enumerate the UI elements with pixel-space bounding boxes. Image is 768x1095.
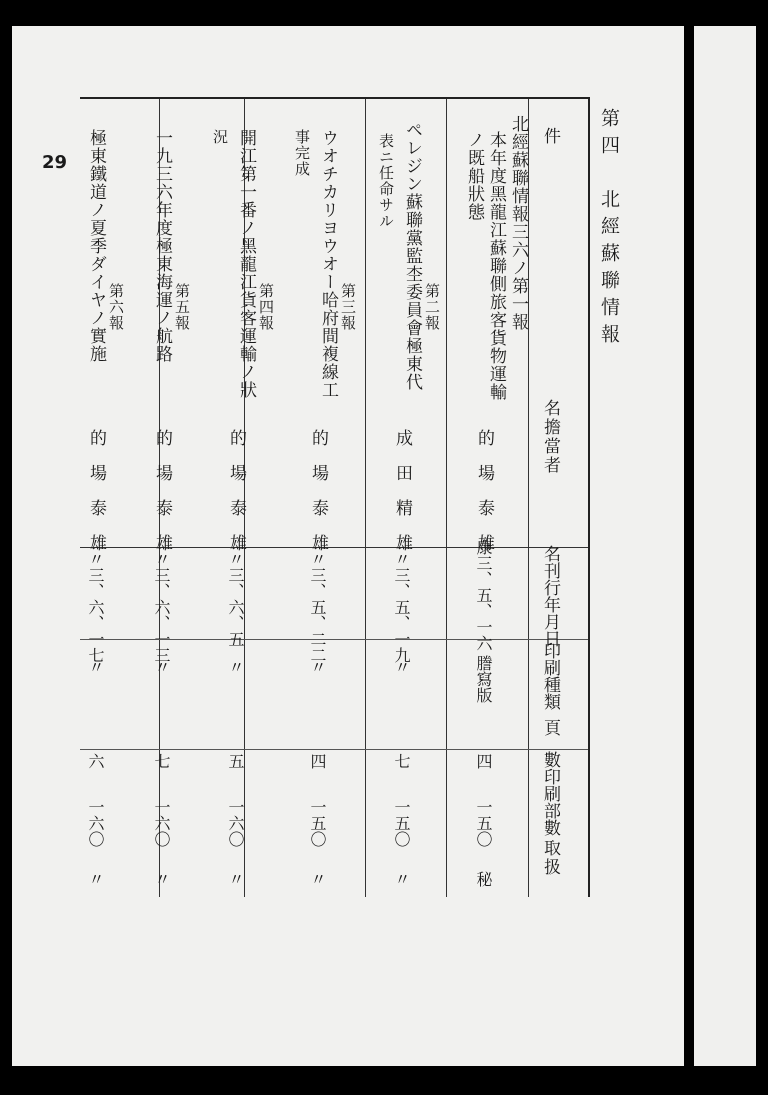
report-title: 開江第一番ノ黑龍江貨客運輸ノ狀 <box>236 129 256 399</box>
header-date: 名刊行年月日 <box>540 545 560 647</box>
header-copies: 數印刷部數 <box>540 751 560 836</box>
handling: 〃 <box>152 871 171 887</box>
print-type: 謄寫版 <box>474 655 493 703</box>
report-number: 第六報 <box>107 283 125 331</box>
section-header: 第四 北經蘇聯情報 <box>598 108 620 351</box>
date: 〃三、六、一三 <box>152 551 171 663</box>
report-table <box>80 97 590 897</box>
header-pages: 頁 <box>540 719 560 738</box>
report-number: 第四報 <box>257 283 275 331</box>
pages: 四 <box>308 753 327 769</box>
handling: 〃 <box>86 871 105 887</box>
print-type: 〃 <box>86 659 105 675</box>
report-number: 第二報 <box>423 283 441 331</box>
pages: 七 <box>152 753 171 769</box>
header-print-type: 印刷種類 <box>540 642 560 710</box>
handling: 秘 <box>474 871 493 887</box>
print-type: 〃 <box>226 659 245 675</box>
header-author: 名擔當者 <box>540 399 560 475</box>
handling: 〃 <box>308 871 327 887</box>
handling: 〃 <box>226 871 245 887</box>
adjacent-page-edge <box>694 26 756 1066</box>
header-subject: 件 <box>540 127 560 146</box>
author: 的場泰雄 <box>86 429 106 569</box>
report-number: 第三報 <box>339 283 357 331</box>
handling: 〃 <box>392 871 411 887</box>
print-type: 〃 <box>308 659 327 675</box>
report-number: 第五報 <box>173 283 191 331</box>
date: 〃三、五、一九 <box>392 551 411 663</box>
copies: 一五〇 <box>392 799 411 847</box>
copies: 一五〇 <box>474 799 493 847</box>
copies: 一六〇 <box>86 799 105 847</box>
report-title: 本年度黑龍江蘇聯側旅客貨物運輸 <box>486 131 506 401</box>
author: 成田精雄 <box>392 429 412 569</box>
pages: 四 <box>474 753 493 769</box>
date: 〃三、六、五 <box>226 551 245 647</box>
print-type: 〃 <box>152 659 171 675</box>
author: 的場泰雄 <box>308 429 328 569</box>
pages: 六 <box>86 753 105 769</box>
report-title: 極東鐵道ノ夏季ダイヤノ實施 <box>86 129 106 363</box>
header-handling: 取扱 <box>540 839 560 877</box>
date: 〃三、六、一七 <box>86 551 105 663</box>
report-title-cont: ノ既船狀態 <box>464 131 484 221</box>
author: 的場泰雄 <box>226 429 246 569</box>
report-title-cont: 事完成 <box>293 129 311 177</box>
copies: 一五〇 <box>308 799 327 847</box>
print-type: 〃 <box>392 659 411 675</box>
pages: 七 <box>392 753 411 769</box>
report-title: 一九三六年度極東海運ノ航路 <box>152 129 172 363</box>
copies: 一六〇 <box>226 799 245 847</box>
report-title: ペレジン蘇聯黨監杢委員會極東代 <box>402 121 422 391</box>
date: 康三、五、一六 <box>474 539 493 651</box>
report-title-cont: 況 <box>211 129 229 145</box>
author: 的場泰雄 <box>152 429 172 569</box>
report-number: 北經蘇聯情報三六ノ第一報 <box>508 115 528 331</box>
report-title: ウオチカリヨウオー哈府間複線工 <box>318 129 338 399</box>
page-number: 29 <box>42 152 68 173</box>
copies: 一六〇 <box>152 799 171 847</box>
report-title-cont: 表ニ任命サル <box>377 133 395 229</box>
pages: 五 <box>226 753 245 769</box>
date: 〃三、五、二二 <box>308 551 327 663</box>
author: 的場泰雄 <box>474 429 494 569</box>
